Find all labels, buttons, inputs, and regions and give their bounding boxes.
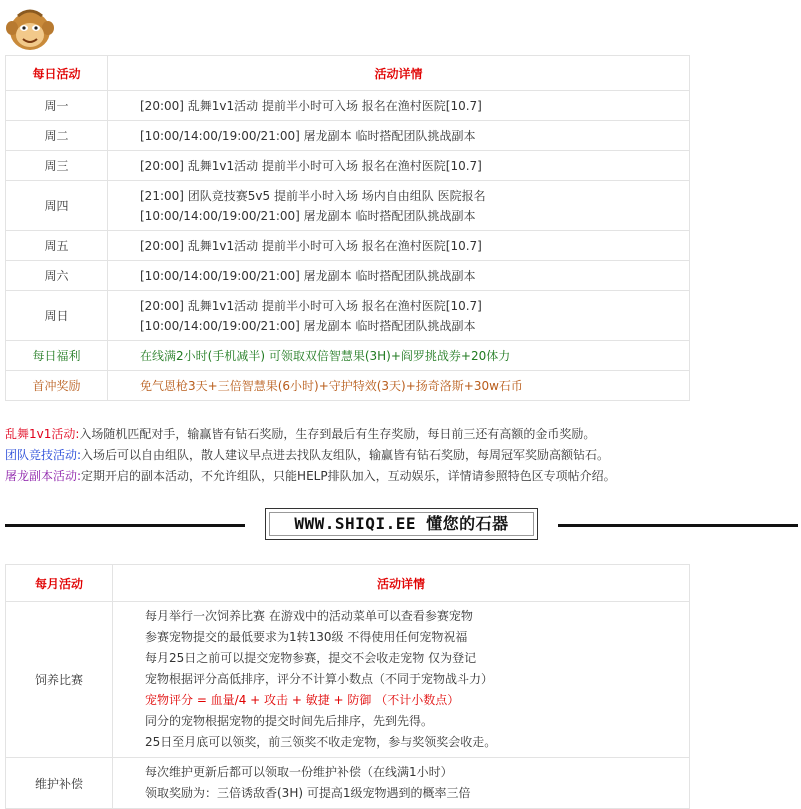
detail-line: [20:00] 乱舞1v1活动 提前半小时可入场 报名在渔村医院[10.7] bbox=[140, 158, 482, 173]
daily-header-right: 活动详情 bbox=[108, 56, 690, 91]
divider-right bbox=[558, 524, 798, 527]
detail-line: 25日至月底可以领奖，前三领奖不收走宠物，参与奖领奖会收走。 bbox=[145, 735, 497, 749]
daily-header-left: 每日活动 bbox=[6, 56, 108, 91]
detail-line: 参赛宠物提交的最低要求为1转130级 不得使用任何宠物祝福 bbox=[145, 630, 468, 644]
note-key: 团队竞技活动: bbox=[5, 448, 82, 462]
detail-line: [21:00] 团队竞技赛5v5 提前半小时入场 场内自由组队 医院报名 bbox=[140, 188, 486, 203]
note-key: 乱舞1v1活动: bbox=[5, 427, 80, 441]
day-detail bbox=[108, 261, 690, 291]
note-text: 定期开启的副本活动，不允许组队，只能HELP排队加入，互动娱乐，详情请参照特色区专项帖介绍。 bbox=[81, 469, 616, 483]
monthly-header-right: 活动详情 bbox=[113, 565, 690, 602]
detail-line: [10:00/14:00/19:00/21:00] 屠龙副本 临时搭配团队挑战副本 bbox=[140, 208, 476, 223]
detail-line: [10:00/14:00/19:00/21:00] 屠龙副本 临时搭配团队挑战副本 bbox=[140, 128, 476, 143]
day-label: 周三 bbox=[6, 151, 108, 181]
welfare-detail: 在线满2小时(手机减半) 可领取双倍智慧果(3H)+阎罗挑战券+20体力 bbox=[108, 341, 690, 371]
recharge-label: 首冲奖励 bbox=[6, 371, 108, 401]
day-detail bbox=[108, 291, 690, 341]
note-text: 入场后可以自由组队，散人建议早点进去找队友组队，输赢皆有钻石奖励，每周冠军奖励高额钻石。 bbox=[81, 448, 610, 462]
note-line bbox=[5, 424, 795, 445]
day-detail bbox=[108, 91, 690, 121]
welfare-label: 每日福利 bbox=[6, 341, 108, 371]
activity-notes bbox=[5, 424, 795, 487]
banner-text: WWW.SHIQI.EE 懂您的石器 bbox=[294, 514, 509, 533]
monkey-mascot-icon bbox=[4, 4, 56, 54]
monthly-activity-table bbox=[5, 564, 690, 809]
day-label: 周六 bbox=[6, 261, 108, 291]
day-detail bbox=[108, 181, 690, 231]
daily-activity-table bbox=[5, 55, 690, 401]
detail-line: [20:00] 乱舞1v1活动 提前半小时可入场 报名在渔村医院[10.7] bbox=[140, 98, 482, 113]
day-label: 周四 bbox=[6, 181, 108, 231]
detail-line: 宠物根据评分高低排序，评分不计算小数点（不同于宠物战斗力） bbox=[145, 672, 494, 686]
detail-line: 每月举行一次饲养比赛 在游戏中的活动菜单可以查看参赛宠物 bbox=[145, 609, 473, 623]
note-line bbox=[5, 445, 795, 466]
monthly-header-left: 每月活动 bbox=[6, 565, 113, 602]
detail-line: 领取奖励为：三倍诱敌香(3H) 可提高1级宠物遇到的概率三倍 bbox=[145, 786, 471, 800]
note-text: 入场随机匹配对手，输赢皆有钻石奖励，生存到最后有生存奖励，每日前三还有高额的金币奖励。 bbox=[79, 427, 596, 441]
monthly-row-detail bbox=[113, 602, 690, 758]
detail-line: 每月25日之前可以提交宠物参赛，提交不会收走宠物 仅为登记 bbox=[145, 651, 477, 665]
monthly-row-name: 维护补偿 bbox=[6, 758, 113, 809]
detail-line: [10:00/14:00/19:00/21:00] 屠龙副本 临时搭配团队挑战副本 bbox=[140, 318, 476, 333]
day-label: 周一 bbox=[6, 91, 108, 121]
note-line bbox=[5, 466, 795, 487]
note-key: 屠龙副本活动: bbox=[5, 469, 82, 483]
detail-line: [20:00] 乱舞1v1活动 提前半小时可入场 报名在渔村医院[10.7] bbox=[140, 298, 482, 313]
detail-line: 每次维护更新后都可以领取一份维护补偿（在线满1小时） bbox=[145, 765, 453, 779]
day-label: 周五 bbox=[6, 231, 108, 261]
day-detail bbox=[108, 121, 690, 151]
recharge-detail: 免气恩枪3天+三倍智慧果(6小时)+守护特效(3天)+扬奇洛斯+30w石币 bbox=[108, 371, 690, 401]
detail-line: [20:00] 乱舞1v1活动 提前半小时可入场 报名在渔村医院[10.7] bbox=[140, 238, 482, 253]
day-label: 周二 bbox=[6, 121, 108, 151]
day-detail bbox=[108, 231, 690, 261]
detail-line: [10:00/14:00/19:00/21:00] 屠龙副本 临时搭配团队挑战副本 bbox=[140, 268, 476, 283]
site-banner bbox=[265, 508, 538, 540]
detail-line: 同分的宠物根据宠物的提交时间先后排序，先到先得。 bbox=[145, 714, 434, 728]
day-label: 周日 bbox=[6, 291, 108, 341]
day-detail bbox=[108, 151, 690, 181]
monthly-row-name: 饲养比赛 bbox=[6, 602, 113, 758]
pet-score-formula: 宠物评分 = 血量/4 + 攻击 + 敏捷 + 防御 （不计小数点） bbox=[145, 693, 460, 707]
divider-left bbox=[5, 524, 245, 527]
